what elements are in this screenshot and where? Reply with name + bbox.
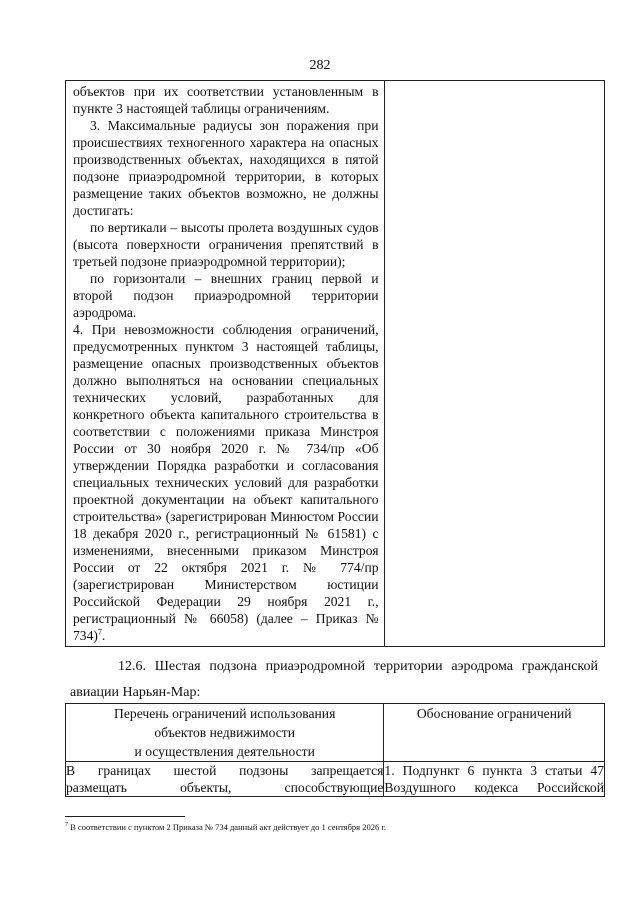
justification-cell-empty — [384, 81, 604, 647]
sixth-subzone-table — [65, 703, 605, 797]
restriction-text-cell — [66, 762, 384, 797]
column-header-restrictions — [66, 704, 384, 762]
paragraph-vertical: по вертикали – высоты пролета воздушных судов (высота поверхности ограничения препятствий в третьей подзоне приаэродромной территории); — [73, 220, 379, 269]
paragraph-item-3: 3. Максимальные радиусы зон поражения при происшествиях техногенного характера на опасных производственных объектах, находящихся в пятой подзоне приаэродромной территории, в которых размещение таких объектов возможно, не должны достигать: — [73, 118, 379, 218]
paragraph-item-4-text: 4. При невозможности соблюдения ограничений, предусмотренных пунктом 3 настоящей таблицы, размещение опасных производственных объектов должно выполняться на основании специальных технических условий, разработанных для конкретного объекта капитального строительства в соответствии с положениями приказа Минстроя России от 30 ноября 2020 г. № 734/пр «Об утверждении Порядка разработки и согласования специальных технических условий для разработки проектной документации на объект капитального строительства» (зарегистрирован Минюстом России 18 декабря 2020 г., регистрационный № 61581) с изменениями, внесенными приказом Минстроя России от 22 октября 2021 г. № 774/пр (зарегистрирован Министерством юстиции Российской Федерации 29 ноября 2021 г., регистрационный № 66058) (далее – Приказ № 734) — [73, 322, 379, 643]
restriction-line: размещать объекты, способствующие — [66, 780, 384, 795]
justification-line: 1. Подпункт 6 пункта 3 статьи 47 — [384, 763, 604, 778]
column-header-line: объектов недвижимости — [154, 725, 296, 740]
restrictions-cell — [66, 81, 385, 647]
paragraph-continuation: объектов при их соответствии установленным в пункте 3 настоящей таблицы ограничениям. — [73, 84, 379, 116]
restrictions-table-continued — [65, 80, 605, 647]
page-number: 282 — [309, 58, 331, 73]
section-heading-text: 12.6. Шестая подзона приаэродромной территории аэродрома гражданской авиации Нарьян-Мар: — [70, 659, 598, 700]
justification-text-cell — [384, 762, 605, 797]
restriction-line: В границах шестой подзоны запрещается — [66, 763, 384, 778]
column-header-line: и осуществления деятельности — [134, 744, 315, 759]
footnote-reference[interactable]: 7 — [97, 627, 102, 637]
justification-line: Воздушного кодекса Российской — [384, 780, 604, 795]
closing-period: . — [101, 628, 106, 643]
paragraph-item-4 — [73, 321, 379, 644]
footnote-mark: 7 — [65, 822, 68, 829]
column-header-line: Перечень ограничений использования — [114, 706, 336, 721]
footnote-divider — [65, 816, 185, 817]
column-header-line: Обоснование ограничений — [416, 706, 572, 721]
paragraph-horizontal: по горизонтали – внешних границ первой и второй подзон приаэродромной территории аэродрома. — [73, 271, 379, 320]
footnote-text: В соответствии с пунктом 2 Приказа № 734 данный акт действует до 1 сентября 2026 г. — [68, 822, 386, 832]
column-header-justification — [384, 704, 605, 762]
section-heading — [70, 654, 598, 706]
footnote — [65, 821, 605, 833]
